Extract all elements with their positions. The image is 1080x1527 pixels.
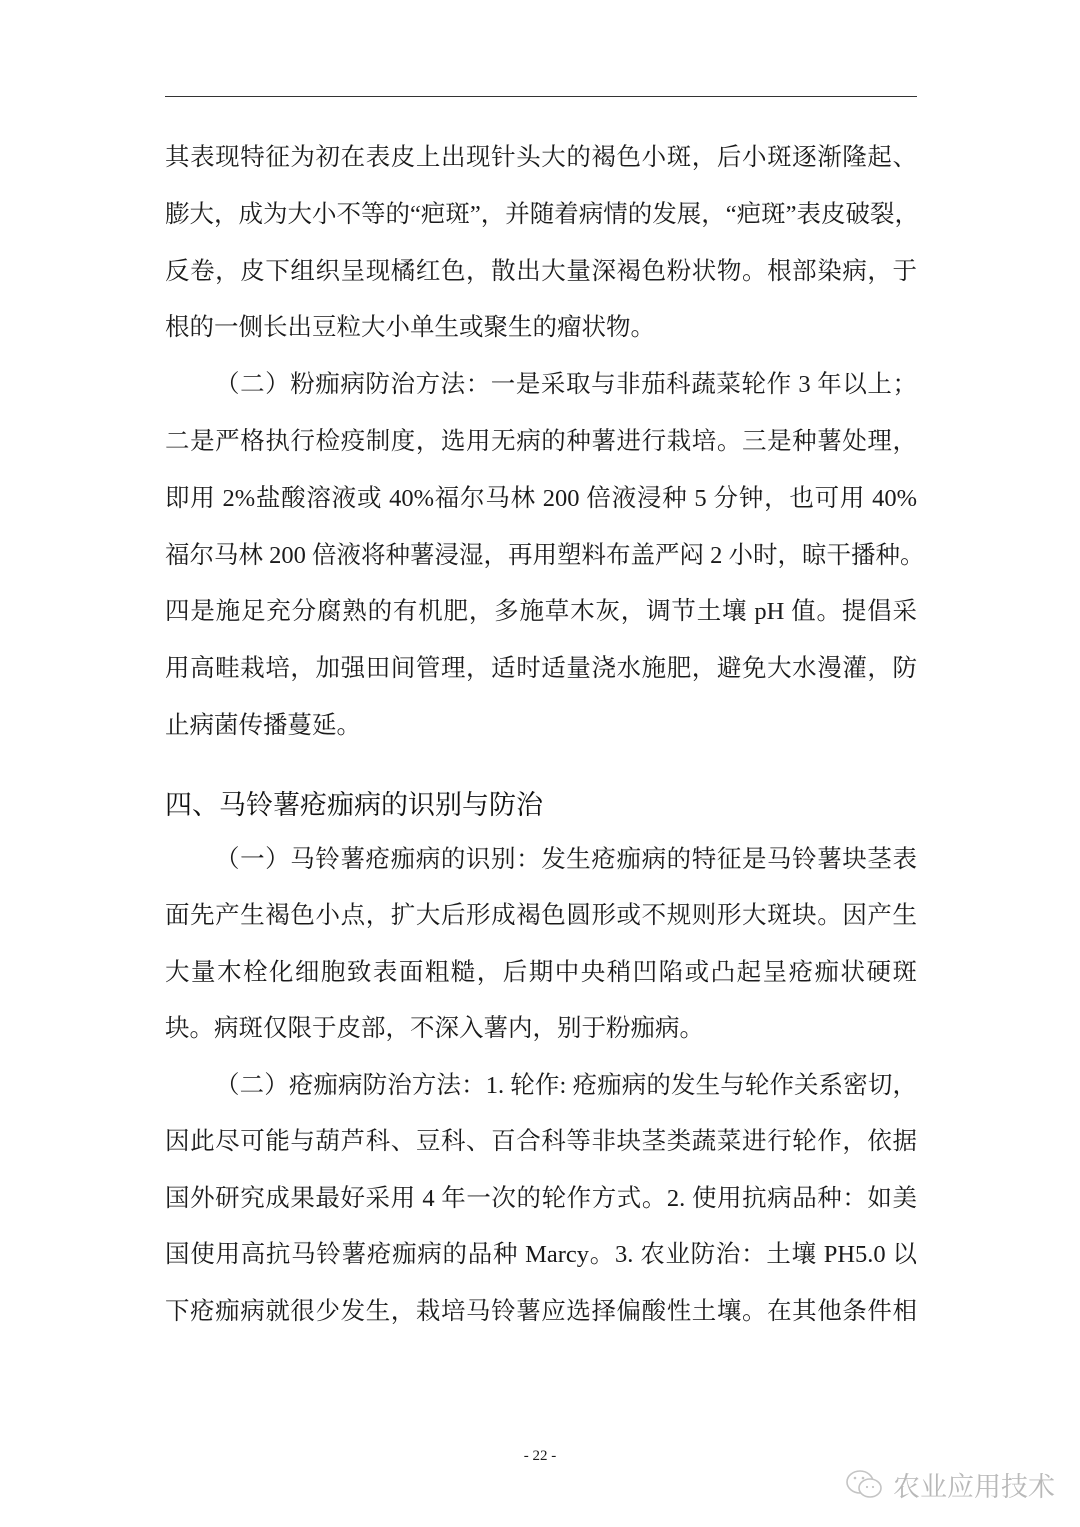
text-line: 福尔马林 200 倍液将种薯浸湿，再用塑料布盖严闷 2 小时，晾干播种。 xyxy=(165,542,925,569)
watermark-text: 农业应用技术 xyxy=(893,1472,1055,1503)
text-line: 其表现特征为初在表皮上出现针头大的褐色小斑，后小斑逐渐隆起、 xyxy=(165,144,917,171)
text-line: 用高畦栽培，加强田间管理，适时适量浇水施肥，避免大水漫灌，防 xyxy=(165,655,917,682)
text-line: 块。病斑仅限于皮部，不深入薯内，别于粉痂病。 xyxy=(165,1015,704,1042)
text-line: 膨大，成为大小不等的“疤斑”，并随着病情的发展，“疤斑”表皮破裂， xyxy=(165,201,919,228)
text-line: （二）粉痂病防治方法：一是采取与非茄科蔬菜轮作 3 年以上； xyxy=(215,371,917,398)
header-rule xyxy=(165,96,917,97)
text-line: 因此尽可能与葫芦科、豆科、百合科等非块茎类蔬菜进行轮作，依据 xyxy=(165,1128,917,1155)
page-number: - 22 - xyxy=(523,1448,557,1464)
text-line: 国外研究成果最好采用 4 年一次的轮作方式。2. 使用抗病品种：如美 xyxy=(165,1185,917,1212)
text-line: 根的一侧长出豆粒大小单生或聚生的瘤状物。 xyxy=(165,314,655,341)
text-line: 面先产生褐色小点，扩大后形成褐色圆形或不规则形大斑块。因产生 xyxy=(165,902,917,929)
text-line: 止病菌传播蔓延。 xyxy=(165,712,361,739)
section-heading: 四、马铃薯疮痂病的识别与防治 xyxy=(165,790,543,821)
watermark xyxy=(845,1465,1055,1504)
text-line: 下疮痂病就很少发生，栽培马铃薯应选择偏酸性土壤。在其他条件相 xyxy=(165,1298,917,1325)
text-line: 大量木栓化细胞致表面粗糙，后期中央稍凹陷或凸起呈疮痂状硬斑 xyxy=(165,959,917,986)
text-line: 国使用高抗马铃薯疮痂病的品种 Marcy。3. 农业防治：土壤 PH5.0 以 xyxy=(165,1241,917,1268)
text-line: （二）疮痂病防治方法：1. 轮作: 疮痂病的发生与轮作关系密切， xyxy=(215,1072,917,1099)
wechat-icon xyxy=(845,1468,885,1502)
text-line: 即用 2%盐酸溶液或 40%福尔马林 200 倍液浸种 5 分钟，也可用 40% xyxy=(165,485,917,512)
text-line: （一）马铃薯疮痂病的识别：发生疮痂病的特征是马铃薯块茎表 xyxy=(215,846,917,873)
text-line: 二是严格执行检疫制度，选用无病的种薯进行栽培。三是种薯处理， xyxy=(165,428,917,455)
text-line: 反卷，皮下组织呈现橘红色，散出大量深褐色粉状物。根部染病，于 xyxy=(165,258,917,285)
text-line: 四是施足充分腐熟的有机肥，多施草木灰，调节土壤 pH 值。提倡采 xyxy=(165,598,917,625)
